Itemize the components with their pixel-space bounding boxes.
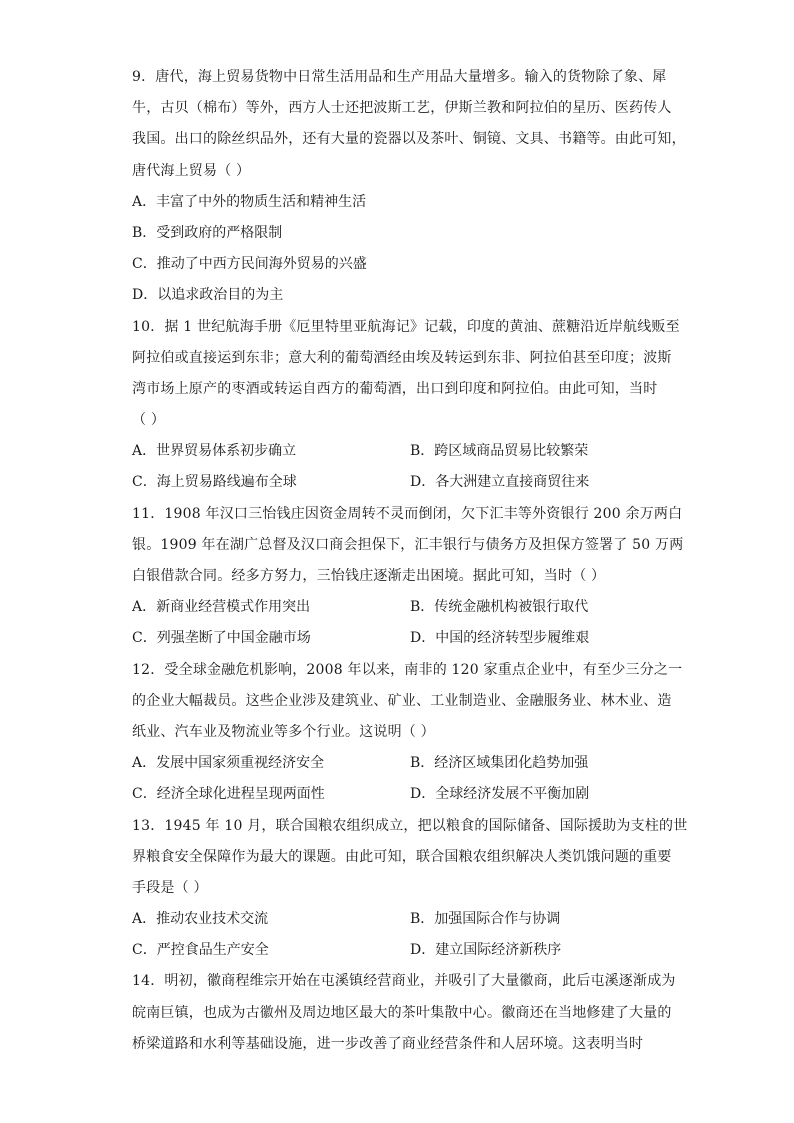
- question-text-line: （ ）: [132, 412, 166, 429]
- option-c: C．推动了中西方民间海外贸易的兴盛: [132, 256, 367, 273]
- question-text-line: 湾市场上原产的枣酒或转运自西方的葡萄酒，出口到印度和阿拉伯。由此可知，当时: [132, 380, 658, 397]
- option-d: D．以追求政治目的为主: [132, 287, 284, 304]
- option-c: C．列强垄断了中国金融市场: [132, 630, 311, 647]
- question-text-line: 桥梁道路和水利等基础设施，进一步改善了商业经营条件和人居环境。这表明当时: [132, 1035, 644, 1052]
- option-c: C．严控食品生产安全: [132, 942, 269, 959]
- question-9: [132, 62, 686, 312]
- option-row: [132, 592, 680, 623]
- option-a: A．推动农业技术交流: [132, 911, 269, 928]
- option-row: [132, 935, 680, 966]
- question-11: [132, 499, 684, 655]
- question-10: [132, 312, 680, 499]
- option-b: B．加强国际合作与协调: [410, 911, 561, 928]
- question-text-line: 银。1909 年在湖广总督及汉口商会担保下，汇丰银行与债务方及担保方签署了 50 万两: [132, 536, 684, 553]
- option-a: A．新商业经营模式作用突出: [132, 599, 311, 616]
- option-d: D．建立国际经济新秩序: [410, 942, 562, 959]
- option-a: A．世界贸易体系初步确立: [132, 443, 297, 460]
- option-b: B．传统金融机构被银行取代: [410, 599, 589, 616]
- question-14: [132, 966, 680, 1060]
- question-text-line: 12．受全球金融危机影响，2008 年以来，南非的 120 家重点企业中，有至少三分之一: [132, 661, 683, 678]
- question-text-line: 13．1945 年 10 月，联合国粮农组织成立，把以粮食的国际储备、国际援助为支柱的世: [132, 817, 688, 834]
- option-row: [132, 748, 680, 779]
- option-row: [132, 904, 680, 935]
- question-13: [132, 811, 688, 967]
- question-text-line: 牛，古贝（棉布）等外，西方人士还把波斯工艺，伊斯兰教和阿拉伯的星历、医药传人: [132, 100, 672, 117]
- option-a: A．发展中国家须重视经济安全: [132, 755, 325, 772]
- option-a: A．丰富了中外的物质生活和精神生活: [132, 193, 367, 210]
- option-row: [132, 436, 680, 467]
- option-d: D．全球经济发展不平衡加剧: [410, 786, 590, 803]
- option-b: B．受到政府的严格限制: [132, 224, 283, 241]
- question-text-line: 纸业、汽车业及物流业等多个行业。这说明（ ）: [132, 723, 435, 740]
- question-text-line: 10．据 1 世纪航海手册《厄里特里亚航海记》记载，印度的黄油、蔗糖沿近岸航线贩至: [132, 318, 680, 335]
- question-text-line: 我国。出口的除丝织品外，还有大量的瓷器以及茶叶、铜镜、文具、书籍等。由此可知，: [132, 131, 686, 148]
- question-text-line: 唐代海上贸易（ ）: [132, 162, 251, 179]
- question-text-line: 白银借款合同。经多方努力，三怡钱庄逐渐走出困境。据此可知，当时（ ）: [132, 568, 606, 584]
- question-12: [132, 655, 683, 811]
- question-text-line: 14．明初，徽商程维宗开始在屯溪镇经营商业，并吸引了大量徽商，此后屯溪逐渐成为: [132, 973, 676, 990]
- question-text-line: 界粮食安全保障作为最大的课题。由此可知，联合国粮农组织解决人类饥饿问题的重要: [132, 848, 672, 865]
- option-b: B．经济区域集团化趋势加强: [410, 755, 589, 772]
- option-row: [132, 623, 680, 654]
- option-c: C．海上贸易路线遍布全球: [132, 474, 297, 491]
- exam-page: [132, 62, 688, 1060]
- option-d: D．各大洲建立直接商贸往来: [410, 474, 590, 491]
- option-row: [132, 779, 680, 810]
- option-c: C．经济全球化进程呈现两面性: [132, 786, 325, 803]
- question-text-line: 的企业大幅裁员。这些企业涉及建筑业、矿业、工业制造业、金融服务业、林木业、造: [132, 692, 672, 709]
- option-b: B．跨区域商品贸易比较繁荣: [410, 443, 589, 460]
- option-row: [132, 467, 680, 498]
- question-text-line: 阿拉伯或直接运到东非；意大利的葡萄酒经由埃及转运到东非、阿拉伯甚至印度；波斯: [132, 349, 672, 366]
- question-text-line: 皖南巨镇，也成为古徽州及周边地区最大的茶叶集散中心。徽商还在当地修建了大量的: [132, 1004, 672, 1021]
- question-text-line: 手段是（ ）: [132, 879, 208, 896]
- question-text-line: 11．1908 年汉口三怡钱庄因资金周转不灵而倒闭，欠下汇丰等外资银行 200 余万两白: [132, 505, 683, 522]
- question-text-line: 9．唐代，海上贸易货物中日常生活用品和生产用品大量增多。输入的货物除了象、犀: [132, 69, 667, 85]
- option-d: D．中国的经济转型步履维艰: [410, 630, 590, 647]
